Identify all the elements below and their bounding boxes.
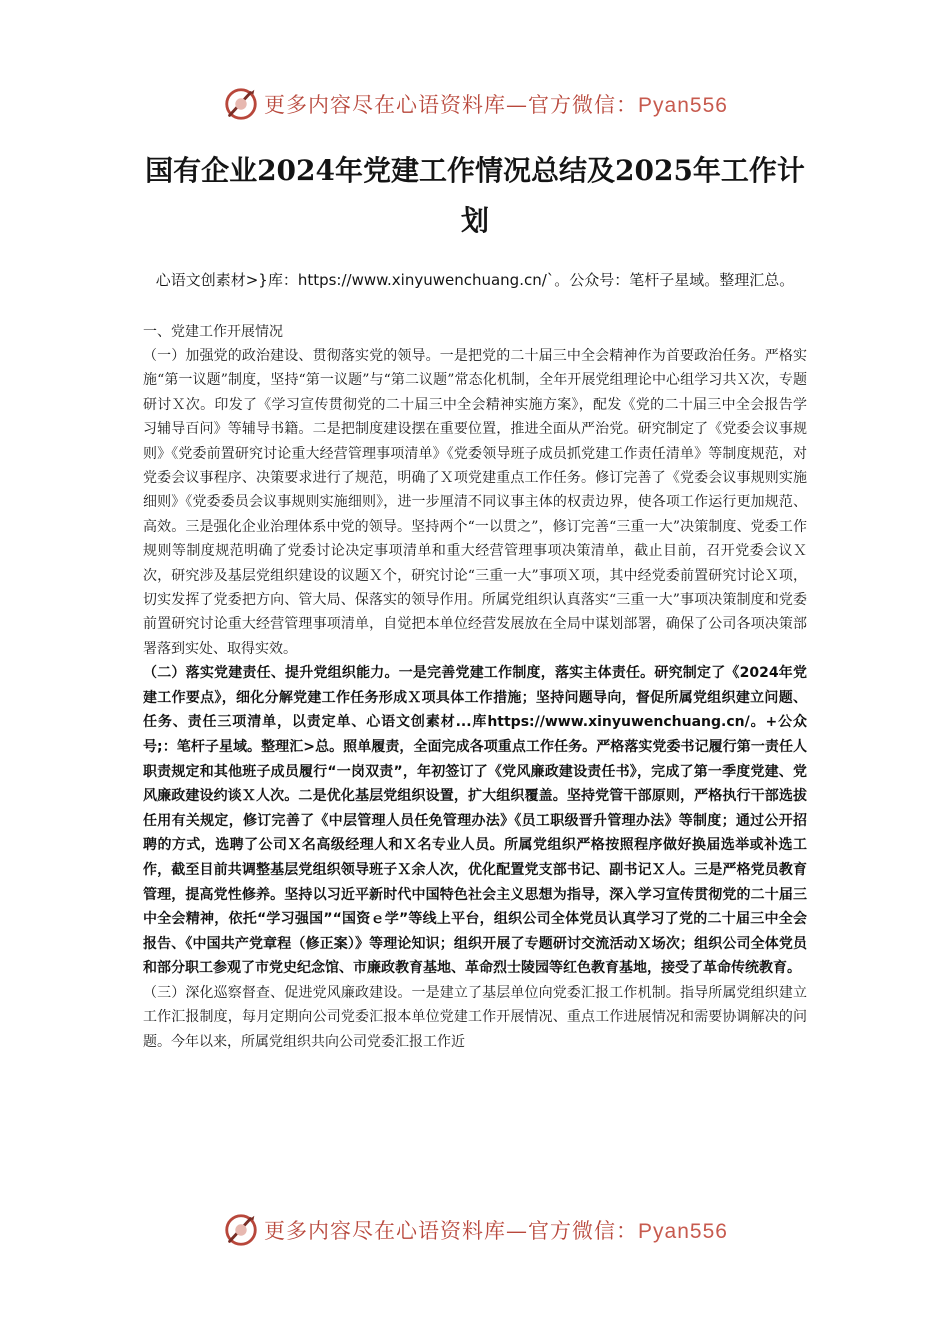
- wechat-id: Pyan556: [638, 1220, 728, 1243]
- document-body: [143, 320, 807, 1054]
- banner-text: 更多内容尽在心语资料库—官方微信：Pyan556: [264, 93, 728, 117]
- document-title: 国有企业2024年党建工作情况总结及2025年工作计划: [145, 154, 805, 237]
- paragraph-party-responsibility: （二）落实党建责任、提升党组织能力。一是完善党建工作制度，落实主体责任。研究制定了《2024年党建工作要点》，细化分解党建工作任务形成Ｘ项具体工作措施；坚持问题导向，督促所属党组织建立问题、任务、责任三项清单，以责定单、心语文创素材...库https://www.xinyuwenchuang.cn/。+公众号;：笔杆子星域。整理汇>总。照单履责，全面完成各项重点工作任务。严格落实党委书记履行第一责任人职责规定和其他班子成员履行“一岗双责”，年初签订了《党风廉政建设责任书》，完成了第一季度党建、党风廉政建设约谈Ｘ人次。二是优化基层党组织设置，扩大组织覆盖。坚持党管干部原则，严格执行干部选拔任用有关规定，修订完善了《中层管理人员任免管理办法》《员工职级晋升管理办法》等制度；通过公开招聘的方式，选聘了公司Ｘ名高级经理人和Ｘ名专业人员。所属党组织严格按照程序做好换届选举或补选工作，截至目前共调整基层党组织领导班子Ｘ余人次，优化配置党支部书记、副书记Ｘ人。三是严格党员教育管理，提高党性修养。坚持以习近平新时代中国特色社会主义思想为指导，深入学习宣传贯彻党的二十届三中全会精神，依托“学习强国”“国资ｅ学”等线上平台，组织公司全体党员认真学习了党的二十届三中全会报告、《中国共产党章程（修正案）》等理论知识；组织开展了专题研讨交流活动Ｘ场次；组织公司全体党员和部分职工参观了市党史纪念馆、市廉政教育基地、革命烈士陵园等红色教育基地，接受了革命传统教育。: [143, 665, 807, 977]
- wechat-id: Pyan556: [638, 94, 728, 117]
- pen-circle-logo-icon: [222, 85, 260, 123]
- header-banner: [0, 82, 950, 126]
- paragraph-inspection: （三）深化巡察督查、促进党风廉政建设。一是建立了基层单位向党委汇报工作机制。指导所属党组织建立工作汇报制度，每月定期向公司党委汇报本单位党建工作开展情况、重点工作进展情况和需要协调解决的问题。今年以来，所属党组织共向公司党委汇报工作近: [143, 985, 807, 1050]
- paragraph-political-building: （一）加强党的政治建设、贯彻落实党的领导。一是把党的二十届三中全会精神作为首要政治任务。严格实施“第一议题”制度，坚持“第一议题”与“第二议题”常态化机制，全年开展党组理论中心组学习共Ｘ次，专题研讨Ｘ次。印发了《学习宣传贯彻党的二十届三中全会精神实施方案》，配发《党的二十届三中全会报告学习辅导百问》等辅导书籍。二是把制度建设摆在重要位置，推进全面从严治党。研究制定了《党委会议事规则》《党委前置研究讨论重大经营管理事项清单》《党委领导班子成员抓党建工作责任清单》等制度规范，对党委会议事程序、决策要求进行了规范，明确了Ｘ项党建重点工作任务。修订完善了《党委会议事规则实施细则》《党委委员会议事规则实施细则》，进一步厘清不同议事主体的权责边界，使各项工作运行更加规范、高效。三是强化企业治理体系中党的领导。坚持两个“一以贯之”，修订完善“三重一大”决策制度、党委工作规则等制度规范明确了党委讨论决定事项清单和重大经营管理事项决策清单，截止目前，召开党委会议Ｘ次，研究涉及基层党组织建设的议题Ｘ个，研究讨论“三重一大”事项Ｘ项，其中经党委前置研究讨论Ｘ项，切实发挥了党委把方向、管大局、保落实的领导作用。所属党组织认真落实“三重一大”事项决策制度和党委前置研究讨论重大经营管理事项清单，自觉把本单位经营发展放在全局中谋划部署，确保了公司各项决策部署落到实处、取得实效。: [143, 348, 807, 657]
- section-heading: 一、党建工作开展情况: [143, 324, 283, 340]
- pen-circle-logo-icon: [222, 1211, 260, 1249]
- source-line: 心语文创素材>}库：https://www.xinyuwenchuang.cn/`。公众号：笔杆子星域。整理汇总。: [155, 271, 795, 289]
- footer-banner: [0, 1208, 950, 1252]
- banner-text: 更多内容尽在心语资料库—官方微信：Pyan556: [264, 1219, 728, 1243]
